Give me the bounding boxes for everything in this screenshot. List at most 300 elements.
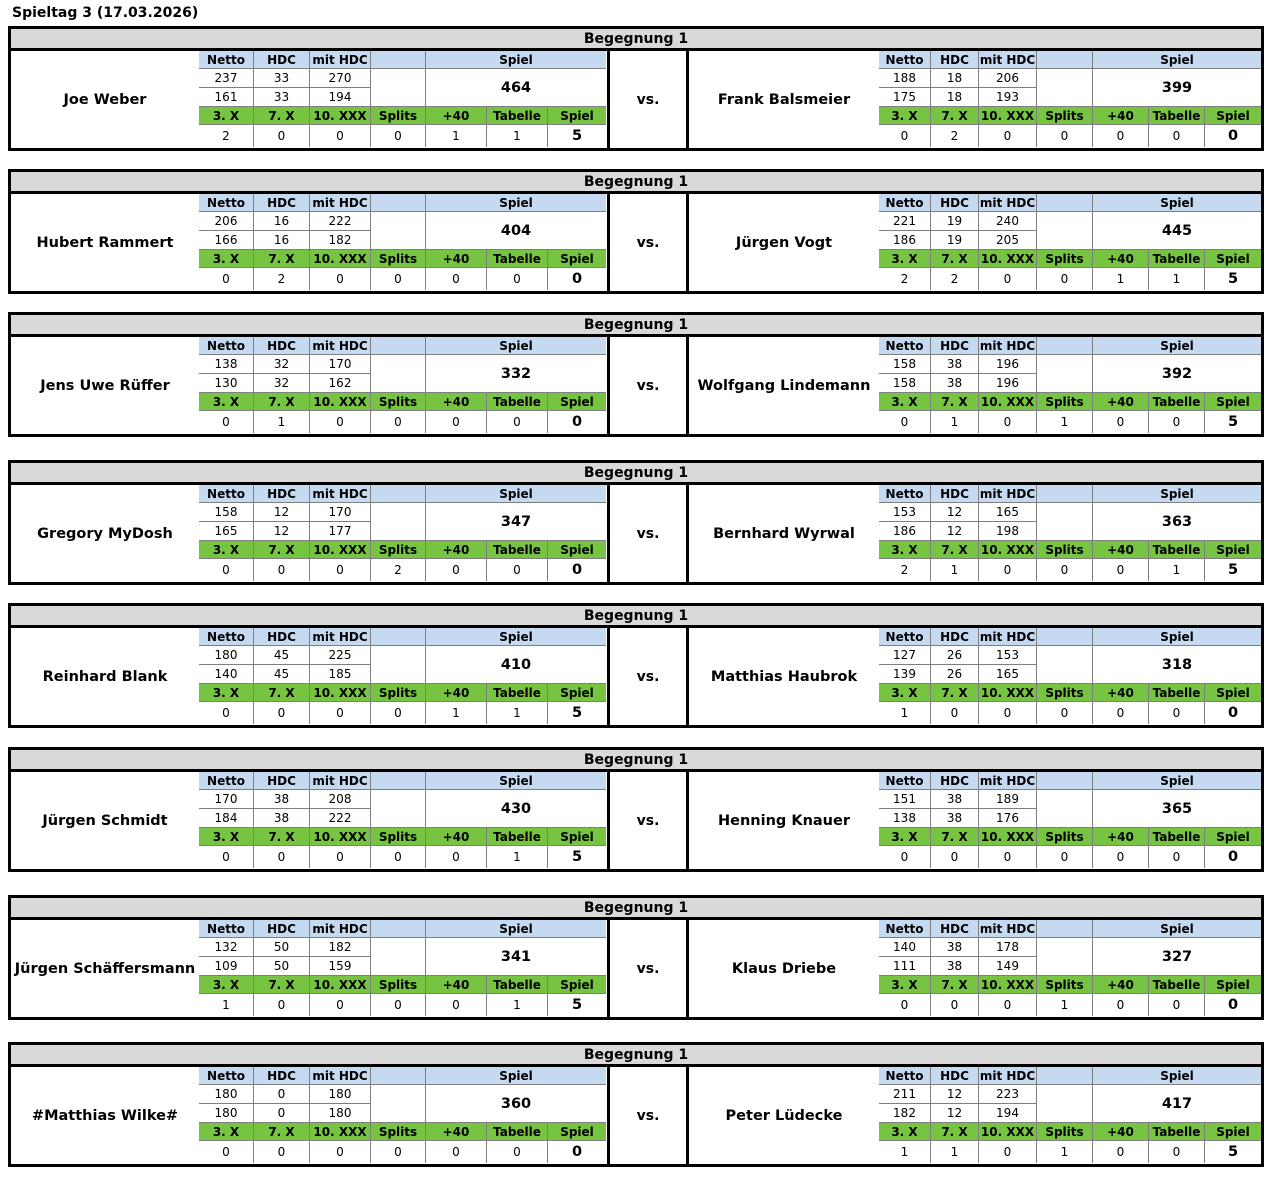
hdc-value: 12: [254, 503, 310, 522]
splits-value: 0: [371, 268, 426, 290]
mit-hdc-value: 205: [979, 231, 1037, 250]
netto-value: 140: [199, 665, 254, 684]
tabelle-label: Tabelle: [1149, 684, 1205, 702]
plus40-value: 0: [1093, 559, 1149, 581]
netto-value: 166: [199, 231, 254, 250]
vs-label: vs.: [607, 628, 689, 725]
splits-label: Splits: [371, 976, 426, 994]
7x-value: 0: [254, 994, 310, 1016]
7x-value: 0: [254, 846, 310, 868]
spiel-label: Spiel: [1205, 976, 1261, 994]
total-score: 363: [1093, 503, 1261, 541]
tabelle-value: 0: [1149, 1141, 1205, 1163]
10xxx-label: 10. XXX: [310, 393, 371, 411]
match-header: Begegnung 1: [11, 463, 1261, 485]
7x-value: 1: [254, 411, 310, 433]
netto-value: 158: [879, 355, 931, 374]
hdc-value: 16: [254, 231, 310, 250]
10xxx-value: 0: [310, 268, 371, 290]
tabelle-value: 0: [487, 1141, 548, 1163]
tabelle-value: 1: [487, 702, 548, 724]
mit-hdc-header: mit HDC: [979, 920, 1037, 938]
mit-hdc-value: 189: [979, 790, 1037, 809]
match-card: [8, 1042, 1264, 1167]
mit-hdc-header: mit HDC: [310, 772, 371, 790]
netto-value: 184: [199, 809, 254, 828]
netto-value: 211: [879, 1085, 931, 1104]
right-player-score-table: [879, 772, 1261, 869]
spiel-total-header: Spiel: [426, 772, 606, 790]
page-title: Spieltag 3 (17.03.2026): [12, 5, 199, 21]
3x-label: 3. X: [199, 250, 254, 268]
plus40-value: 0: [426, 1141, 487, 1163]
hdc-value: 12: [931, 1104, 979, 1123]
splits-label: Splits: [371, 107, 426, 125]
spiel-points: 0: [571, 1144, 583, 1160]
3x-value: 0: [199, 268, 254, 290]
3x-value: 0: [199, 702, 254, 724]
hdc-header: HDC: [254, 194, 310, 212]
match-header: Begegnung 1: [11, 1045, 1261, 1067]
netto-header: Netto: [199, 51, 254, 69]
netto-value: 109: [199, 957, 254, 976]
plus40-label: +40: [426, 393, 487, 411]
header-blank-cell: [371, 485, 426, 503]
hdc-header: HDC: [931, 485, 979, 503]
hdc-header: HDC: [931, 628, 979, 646]
7x-value: 1: [931, 1141, 979, 1163]
mit-hdc-header: mit HDC: [310, 194, 371, 212]
total-score: 392: [1093, 355, 1261, 393]
10xxx-value: 0: [310, 702, 371, 724]
left-player-score-table: [199, 51, 606, 148]
hdc-value: 26: [931, 665, 979, 684]
hdc-value: 50: [254, 938, 310, 957]
3x-label: 3. X: [879, 976, 931, 994]
header-blank-cell: [1037, 628, 1093, 646]
7x-value: 2: [931, 125, 979, 147]
netto-header: Netto: [879, 337, 931, 355]
hdc-value: 26: [931, 646, 979, 665]
spiel-label: Spiel: [1205, 107, 1261, 125]
spiel-total-header: Spiel: [426, 628, 606, 646]
3x-value: 2: [879, 268, 931, 290]
match-header: Begegnung 1: [11, 606, 1261, 628]
left-player-name: Jürgen Schäffersmann: [14, 960, 196, 977]
netto-value: 158: [199, 503, 254, 522]
hdc-header: HDC: [931, 194, 979, 212]
splits-value: 0: [1037, 559, 1093, 581]
spiel-label: Spiel: [548, 393, 606, 411]
left-player-score-table: [199, 1067, 606, 1164]
tabelle-label: Tabelle: [487, 684, 548, 702]
mit-hdc-value: 225: [310, 646, 371, 665]
7x-label: 7. X: [254, 250, 310, 268]
hdc-value: 32: [254, 374, 310, 393]
hdc-value: 12: [931, 522, 979, 541]
3x-label: 3. X: [199, 684, 254, 702]
mit-hdc-header: mit HDC: [310, 485, 371, 503]
plus40-label: +40: [1093, 684, 1149, 702]
tabelle-label: Tabelle: [487, 1123, 548, 1141]
left-player-score-table: [199, 337, 606, 434]
splits-value: 2: [371, 559, 426, 581]
blank-cell: [371, 212, 426, 250]
netto-value: 153: [879, 503, 931, 522]
10xxx-value: 0: [310, 846, 371, 868]
spiel-points: 0: [1227, 997, 1239, 1013]
hdc-value: 19: [931, 212, 979, 231]
plus40-label: +40: [426, 107, 487, 125]
spiel-total-header: Spiel: [426, 194, 606, 212]
hdc-header: HDC: [931, 51, 979, 69]
tabelle-value: 1: [1149, 559, 1205, 581]
spiel-points: 5: [1227, 1144, 1239, 1160]
hdc-value: 33: [254, 69, 310, 88]
splits-label: Splits: [1037, 684, 1093, 702]
7x-label: 7. X: [931, 976, 979, 994]
3x-value: 0: [199, 559, 254, 581]
spiel-points: 0: [1227, 705, 1239, 721]
10xxx-label: 10. XXX: [310, 684, 371, 702]
10xxx-value: 0: [979, 411, 1037, 433]
10xxx-value: 0: [979, 1141, 1037, 1163]
left-player-score-table: [199, 485, 606, 582]
total-score: 404: [426, 212, 606, 250]
tabelle-label: Tabelle: [487, 828, 548, 846]
hdc-header: HDC: [254, 485, 310, 503]
spiel-total-header: Spiel: [426, 485, 606, 503]
10xxx-value: 0: [979, 702, 1037, 724]
10xxx-label: 10. XXX: [310, 250, 371, 268]
hdc-value: 0: [254, 1085, 310, 1104]
netto-value: 206: [199, 212, 254, 231]
netto-value: 138: [879, 809, 931, 828]
blank-cell: [1037, 938, 1093, 976]
3x-value: 1: [199, 994, 254, 1016]
header-blank-cell: [1037, 485, 1093, 503]
tabelle-value: 0: [1149, 994, 1205, 1016]
netto-value: 111: [879, 957, 931, 976]
plus40-value: 0: [1093, 1141, 1149, 1163]
hdc-value: 12: [931, 503, 979, 522]
total-score: 430: [426, 790, 606, 828]
total-score: 399: [1093, 69, 1261, 107]
netto-value: 188: [879, 69, 931, 88]
plus40-label: +40: [1093, 976, 1149, 994]
hdc-value: 38: [254, 809, 310, 828]
left-player-name: Gregory MyDosh: [37, 525, 173, 542]
3x-label: 3. X: [199, 976, 254, 994]
spiel-points: 5: [1227, 414, 1239, 430]
plus40-value: 0: [1093, 411, 1149, 433]
tabelle-label: Tabelle: [1149, 541, 1205, 559]
tabelle-label: Tabelle: [1149, 393, 1205, 411]
left-player-name: Jürgen Schmidt: [42, 812, 168, 829]
spiel-total-header: Spiel: [1093, 628, 1261, 646]
total-score: 410: [426, 646, 606, 684]
match-card: [8, 895, 1264, 1020]
splits-label: Splits: [1037, 250, 1093, 268]
blank-cell: [371, 503, 426, 541]
spiel-total-header: Spiel: [1093, 1067, 1261, 1085]
mit-hdc-header: mit HDC: [310, 1067, 371, 1085]
mit-hdc-value: 196: [979, 374, 1037, 393]
right-player-name: Frank Balsmeier: [717, 91, 851, 108]
tabelle-value: 0: [487, 268, 548, 290]
hdc-header: HDC: [254, 1067, 310, 1085]
right-player-score-table: [879, 337, 1261, 434]
10xxx-value: 0: [979, 846, 1037, 868]
match-header: Begegnung 1: [11, 898, 1261, 920]
match-header: Begegnung 1: [11, 172, 1261, 194]
hdc-value: 38: [931, 355, 979, 374]
10xxx-label: 10. XXX: [979, 684, 1037, 702]
spiel-total-header: Spiel: [1093, 920, 1261, 938]
netto-value: 182: [879, 1104, 931, 1123]
mit-hdc-header: mit HDC: [310, 628, 371, 646]
mit-hdc-header: mit HDC: [979, 337, 1037, 355]
7x-value: 1: [931, 559, 979, 581]
spiel-label: Spiel: [548, 541, 606, 559]
spiel-total-header: Spiel: [426, 1067, 606, 1085]
right-player-name: Peter Lüdecke: [725, 1107, 843, 1124]
header-blank-cell: [371, 1067, 426, 1085]
plus40-label: +40: [1093, 393, 1149, 411]
hdc-value: 12: [254, 522, 310, 541]
hdc-value: 45: [254, 646, 310, 665]
tabelle-value: 0: [1149, 846, 1205, 868]
netto-header: Netto: [879, 194, 931, 212]
mit-hdc-value: 153: [979, 646, 1037, 665]
right-player-name: Matthias Haubrok: [710, 668, 858, 685]
spiel-points: 0: [571, 414, 583, 430]
mit-hdc-value: 206: [979, 69, 1037, 88]
hdc-header: HDC: [931, 920, 979, 938]
spiel-points: 5: [571, 128, 583, 144]
splits-label: Splits: [371, 684, 426, 702]
plus40-value: 0: [426, 994, 487, 1016]
netto-value: 138: [199, 355, 254, 374]
right-player-score-table: [879, 628, 1261, 725]
3x-value: 1: [879, 1141, 931, 1163]
left-player-name: Hubert Rammert: [36, 234, 174, 251]
right-player-name: Klaus Driebe: [731, 960, 837, 977]
3x-value: 0: [879, 846, 931, 868]
right-player-score-table: [879, 194, 1261, 291]
splits-label: Splits: [1037, 976, 1093, 994]
plus40-value: 0: [1093, 702, 1149, 724]
3x-value: 0: [199, 1141, 254, 1163]
10xxx-label: 10. XXX: [979, 541, 1037, 559]
netto-header: Netto: [199, 485, 254, 503]
splits-label: Splits: [371, 541, 426, 559]
blank-cell: [371, 646, 426, 684]
10xxx-label: 10. XXX: [979, 250, 1037, 268]
10xxx-value: 0: [979, 559, 1037, 581]
header-blank-cell: [1037, 194, 1093, 212]
3x-value: 0: [879, 125, 931, 147]
header-blank-cell: [371, 920, 426, 938]
tabelle-label: Tabelle: [487, 107, 548, 125]
spiel-label: Spiel: [1205, 541, 1261, 559]
splits-value: 1: [1037, 1141, 1093, 1163]
splits-label: Splits: [1037, 541, 1093, 559]
spiel-label: Spiel: [548, 1123, 606, 1141]
left-player-score-table: [199, 628, 606, 725]
hdc-header: HDC: [254, 337, 310, 355]
netto-value: 151: [879, 790, 931, 809]
tabelle-value: 1: [487, 994, 548, 1016]
10xxx-label: 10. XXX: [310, 541, 371, 559]
spiel-label: Spiel: [1205, 393, 1261, 411]
spiel-total-header: Spiel: [1093, 485, 1261, 503]
splits-value: 1: [1037, 411, 1093, 433]
7x-label: 7. X: [931, 1123, 979, 1141]
hdc-value: 19: [931, 231, 979, 250]
3x-value: 0: [199, 846, 254, 868]
tabelle-label: Tabelle: [487, 250, 548, 268]
spiel-points: 5: [1227, 562, 1239, 578]
spiel-label: Spiel: [548, 684, 606, 702]
blank-cell: [1037, 212, 1093, 250]
header-blank-cell: [371, 628, 426, 646]
right-player-name: Bernhard Wyrwal: [713, 525, 855, 542]
tabelle-label: Tabelle: [1149, 976, 1205, 994]
blank-cell: [371, 355, 426, 393]
left-player-score-table: [199, 772, 606, 869]
hdc-value: 38: [254, 790, 310, 809]
3x-label: 3. X: [879, 107, 931, 125]
match-card: [8, 747, 1264, 872]
plus40-label: +40: [426, 250, 487, 268]
mit-hdc-header: mit HDC: [979, 772, 1037, 790]
hdc-value: 38: [931, 957, 979, 976]
hdc-value: 38: [931, 809, 979, 828]
10xxx-value: 0: [979, 994, 1037, 1016]
3x-value: 0: [879, 994, 931, 1016]
plus40-label: +40: [426, 541, 487, 559]
total-score: 327: [1093, 938, 1261, 976]
3x-label: 3. X: [879, 250, 931, 268]
blank-cell: [1037, 1085, 1093, 1123]
hdc-value: 16: [254, 212, 310, 231]
plus40-value: 0: [426, 559, 487, 581]
7x-label: 7. X: [254, 684, 310, 702]
7x-label: 7. X: [254, 393, 310, 411]
netto-value: 139: [879, 665, 931, 684]
vs-label: vs.: [607, 920, 689, 1017]
mit-hdc-header: mit HDC: [979, 485, 1037, 503]
3x-label: 3. X: [879, 393, 931, 411]
tabelle-label: Tabelle: [1149, 828, 1205, 846]
10xxx-label: 10. XXX: [979, 1123, 1037, 1141]
mit-hdc-value: 170: [310, 355, 371, 374]
10xxx-label: 10. XXX: [310, 828, 371, 846]
7x-value: 0: [254, 125, 310, 147]
plus40-label: +40: [426, 684, 487, 702]
plus40-value: 1: [426, 125, 487, 147]
hdc-value: 18: [931, 88, 979, 107]
spiel-label: Spiel: [1205, 828, 1261, 846]
spiel-label: Spiel: [1205, 1123, 1261, 1141]
plus40-label: +40: [1093, 1123, 1149, 1141]
spiel-total-header: Spiel: [426, 920, 606, 938]
mit-hdc-value: 194: [310, 88, 371, 107]
mit-hdc-value: 193: [979, 88, 1037, 107]
left-player-name: #Matthias Wilke#: [31, 1107, 179, 1124]
7x-label: 7. X: [931, 107, 979, 125]
netto-header: Netto: [879, 1067, 931, 1085]
7x-value: 2: [931, 268, 979, 290]
plus40-label: +40: [1093, 250, 1149, 268]
splits-label: Splits: [371, 393, 426, 411]
tabelle-label: Tabelle: [487, 393, 548, 411]
netto-value: 130: [199, 374, 254, 393]
7x-label: 7. X: [931, 393, 979, 411]
7x-value: 0: [254, 559, 310, 581]
3x-label: 3. X: [199, 541, 254, 559]
netto-value: 221: [879, 212, 931, 231]
mit-hdc-header: mit HDC: [979, 51, 1037, 69]
3x-value: 0: [199, 411, 254, 433]
netto-header: Netto: [879, 628, 931, 646]
spiel-total-header: Spiel: [1093, 772, 1261, 790]
3x-label: 3. X: [879, 1123, 931, 1141]
mit-hdc-value: 165: [979, 665, 1037, 684]
3x-label: 3. X: [199, 1123, 254, 1141]
left-player-score-table: [199, 194, 606, 291]
netto-header: Netto: [199, 772, 254, 790]
left-player-score-table: [199, 920, 606, 1017]
netto-value: 140: [879, 938, 931, 957]
mit-hdc-value: 165: [979, 503, 1037, 522]
splits-label: Splits: [1037, 1123, 1093, 1141]
mit-hdc-value: 240: [979, 212, 1037, 231]
spiel-label: Spiel: [1205, 684, 1261, 702]
spiel-points: 5: [571, 997, 583, 1013]
spiel-total-header: Spiel: [1093, 51, 1261, 69]
10xxx-label: 10. XXX: [979, 393, 1037, 411]
netto-header: Netto: [199, 920, 254, 938]
vs-label: vs.: [607, 485, 689, 582]
spiel-label: Spiel: [548, 828, 606, 846]
plus40-value: 0: [426, 268, 487, 290]
hdc-value: 45: [254, 665, 310, 684]
7x-value: 0: [254, 1141, 310, 1163]
match-header: Begegnung 1: [11, 315, 1261, 337]
netto-header: Netto: [199, 1067, 254, 1085]
hdc-value: 38: [931, 938, 979, 957]
plus40-value: 1: [1093, 268, 1149, 290]
10xxx-label: 10. XXX: [310, 1123, 371, 1141]
netto-value: 132: [199, 938, 254, 957]
plus40-value: 0: [426, 411, 487, 433]
netto-header: Netto: [199, 628, 254, 646]
tabelle-label: Tabelle: [1149, 107, 1205, 125]
10xxx-value: 0: [979, 125, 1037, 147]
total-score: 445: [1093, 212, 1261, 250]
spiel-points: 0: [1227, 849, 1239, 865]
10xxx-value: 0: [310, 411, 371, 433]
7x-value: 2: [254, 268, 310, 290]
right-player-score-table: [879, 485, 1261, 582]
mit-hdc-value: 176: [979, 809, 1037, 828]
mit-hdc-value: 270: [310, 69, 371, 88]
mit-hdc-value: 222: [310, 809, 371, 828]
mit-hdc-value: 177: [310, 522, 371, 541]
spiel-points: 5: [571, 705, 583, 721]
